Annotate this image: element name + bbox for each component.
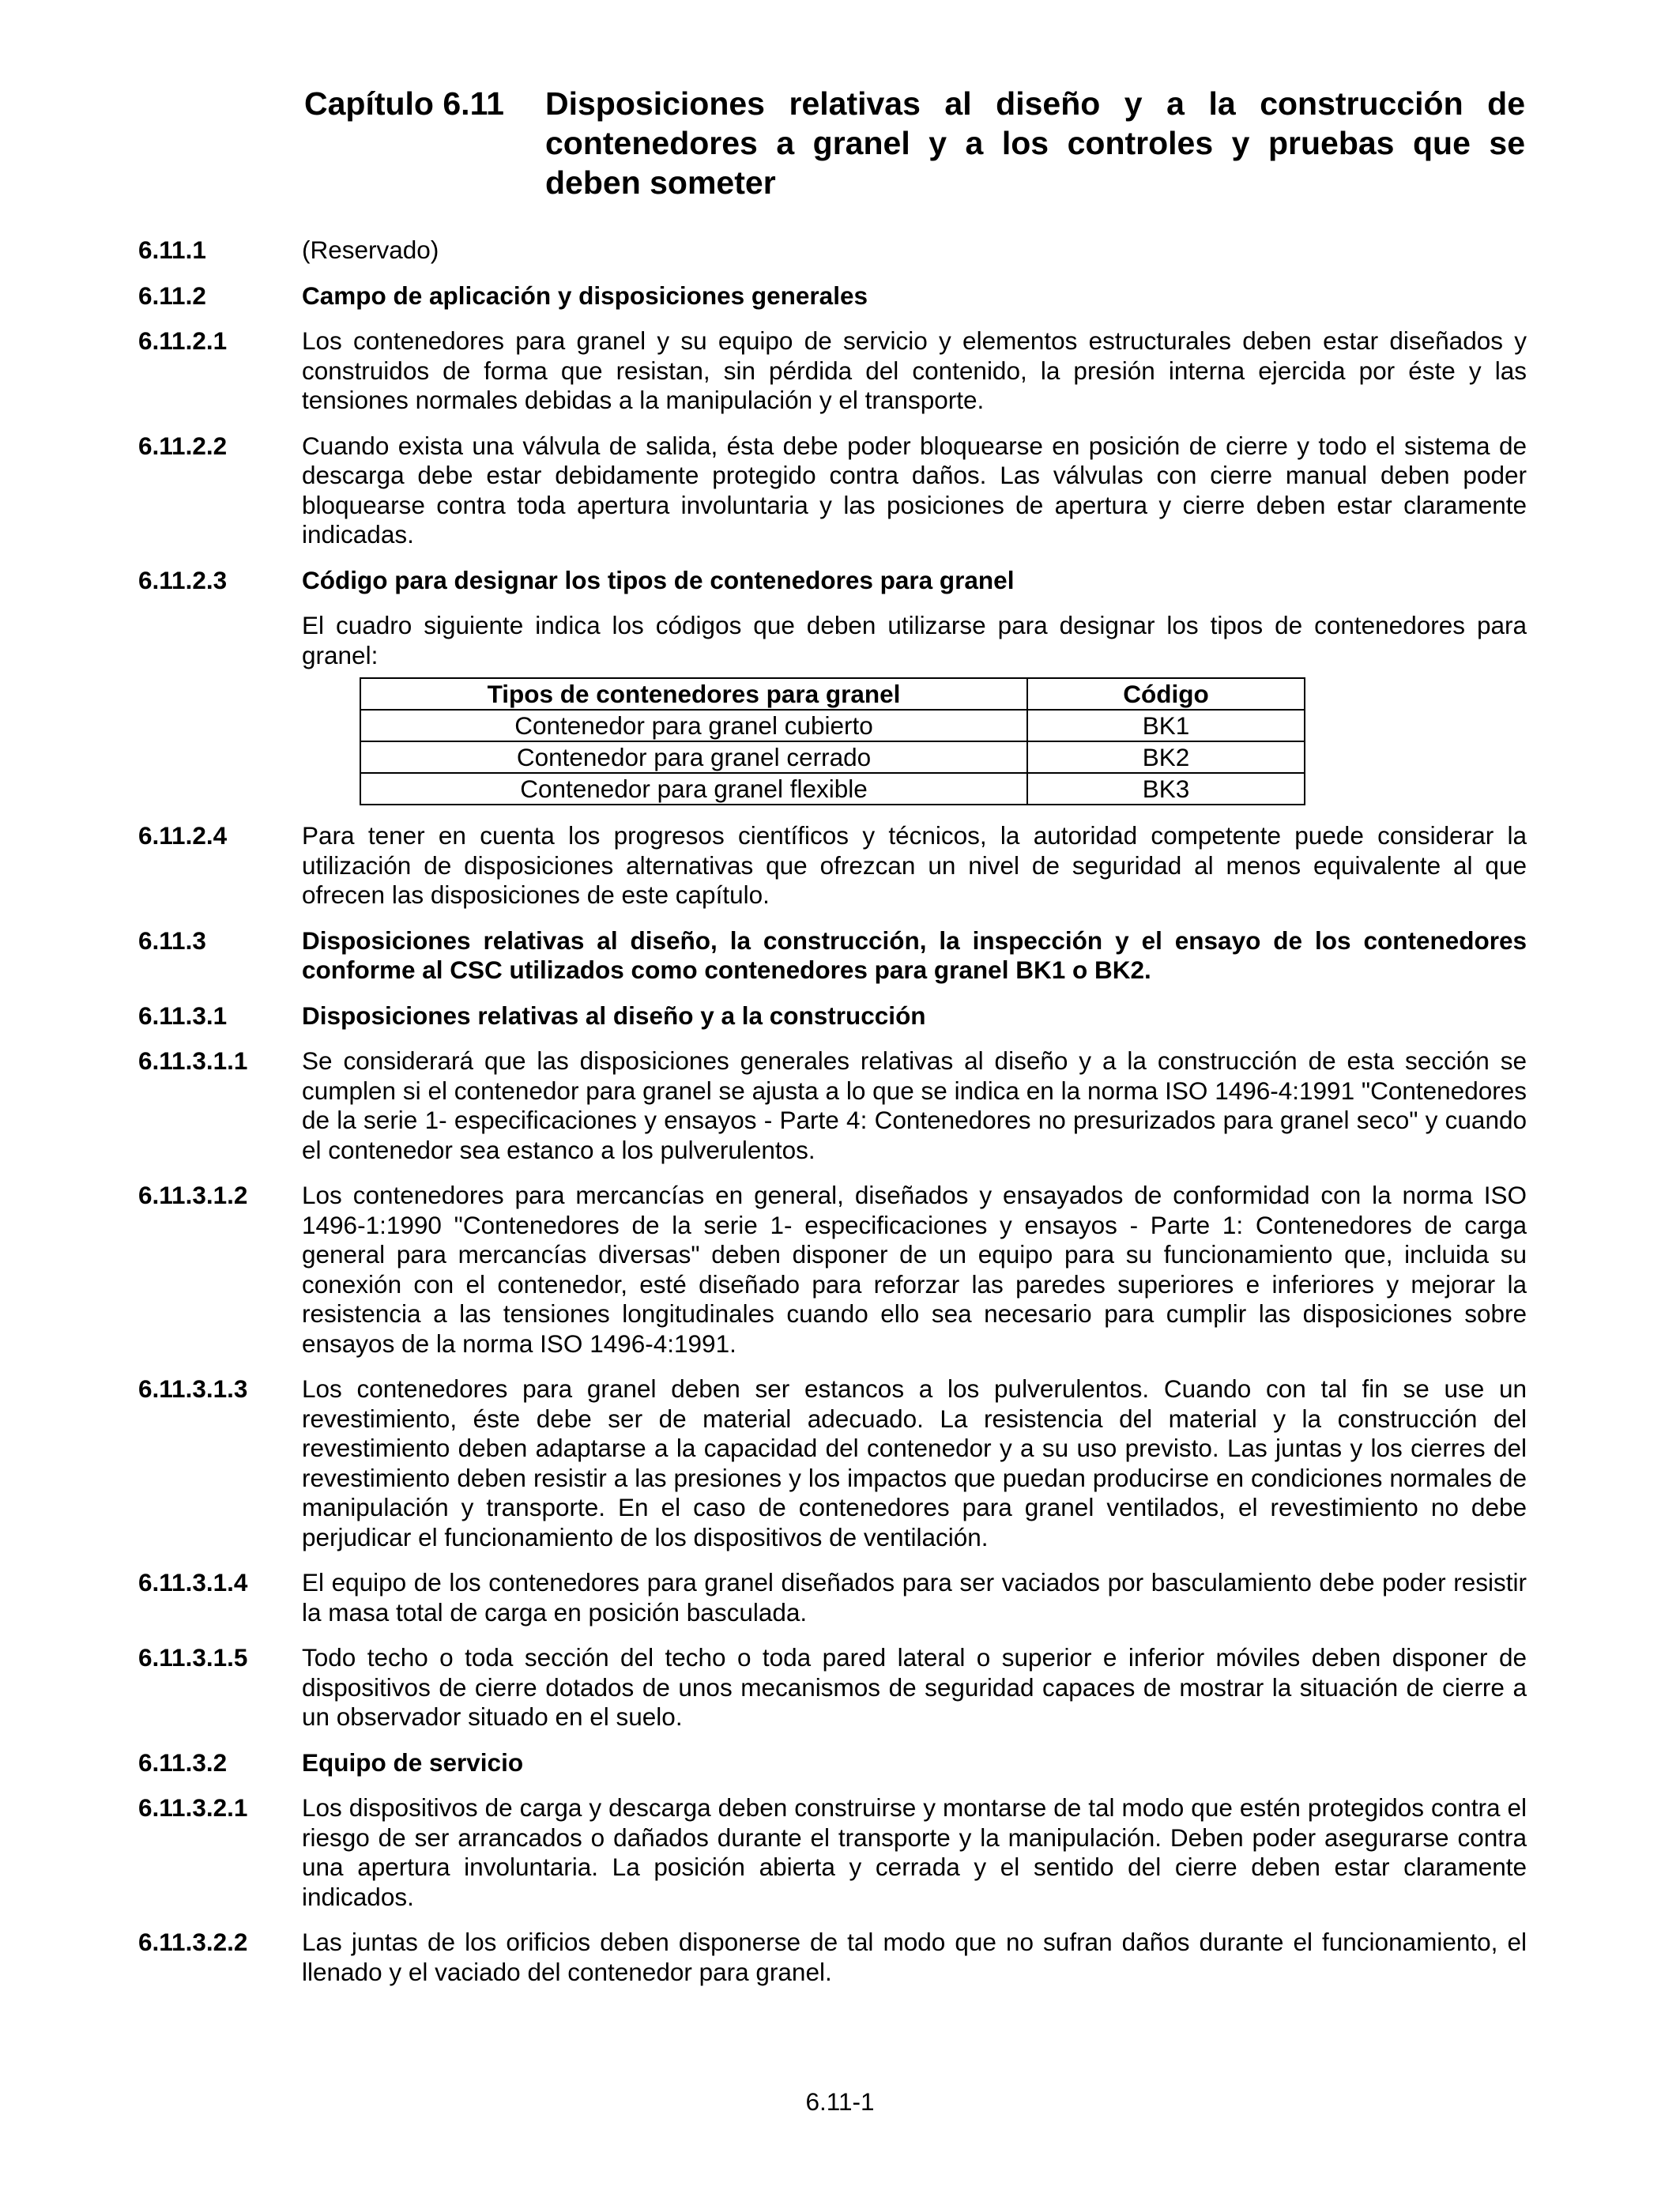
table-cell-code: BK1: [1027, 710, 1305, 741]
section-number: 6.11.1: [138, 236, 206, 264]
section-text: Los contenedores para mercancías en general, diseñados y ensayados de conformidad con la norma ISO 1496-1:1990 "Contenedores de la serie 1- especificaciones y ensayos - Parte 1: Contenedores de carga general para mercancías diversas" deben disponer de un equipo para su funcionamiento que, incluida su conexión con el contenedor, esté diseñado para reforzar las paredes superiores e inferiores y mejorar la resistencia a las tensiones longitudinales cuando ello sea necesario para cumplir las disposiciones sobre ensayos de la norma ISO 1496-4:1991.: [302, 1181, 1527, 1358]
section-6-11-2-2: [138, 432, 1527, 550]
section-text: Cuando exista una válvula de salida, ésta debe poder bloquearse en posición de cierre y todo el sistema de descarga debe estar debidamente protegido contra daños. Las válvulas con cierre manual deben poder bloquearse contra toda apertura involuntaria y las posiciones de apertura y cierre deben estar claramente indicadas.: [302, 431, 1527, 548]
section-heading: Equipo de servicio: [302, 1747, 524, 1777]
section-intro: El cuadro siguiente indica los códigos que deben utilizarse para designar los tipos de contenedores para granel:: [302, 611, 1527, 669]
section-number: 6.11.2: [138, 281, 206, 310]
container-codes-table: [360, 677, 1305, 805]
section-6-11-3-1-2: [138, 1181, 1527, 1359]
section-6-11-2-4: [138, 821, 1527, 910]
chapter-number: Capítulo 6.11: [304, 85, 504, 122]
section-text: Todo techo o toda sección del techo o toda pared lateral o superior e inferior móviles deben disponer de dispositivos de cierre dotados de unos mecanismos de seguridad capaces de mostrar la situación de cierre a un observador situado en el suelo.: [302, 1643, 1527, 1731]
page-number: 6.11-1: [805, 2087, 875, 2116]
section-6-11-3-1-3: [138, 1374, 1527, 1552]
section-number: 6.11.3.2.1: [138, 1793, 248, 1822]
section-number: 6.11.3: [138, 925, 206, 955]
section-heading: Disposiciones relativas al diseño y a la construcción: [302, 1001, 926, 1030]
table-row: [360, 710, 1305, 741]
section-number: 6.11.2.1: [138, 326, 228, 355]
table-cell-code: BK2: [1027, 741, 1305, 773]
section-6-11-3-2: [138, 1748, 1527, 1778]
table-header-row: [360, 678, 1305, 710]
table-row: [360, 773, 1305, 805]
section-6-11-3: [138, 926, 1527, 986]
section-heading: Disposiciones relativas al diseño, la construcción, la inspección y el ensayo de los contenedores conforme al CSC utilizados como contenedores para granel BK1 o BK2.: [302, 925, 1527, 984]
section-heading: Código para designar los tipos de contenedores para granel: [302, 565, 1015, 594]
section-text: El equipo de los contenedores para granel diseñados para ser vaciados por basculamiento debe poder resistir la masa total de carga en posición basculada.: [302, 1568, 1527, 1627]
table-cell-type: Contenedor para granel cubierto: [360, 710, 1027, 741]
section-number: 6.11.3.1.4: [138, 1568, 248, 1596]
section-6-11-1: [138, 236, 1527, 266]
section-number: 6.11.3.1.3: [138, 1374, 248, 1403]
section-6-11-2: [138, 281, 1527, 311]
chapter-title: Disposiciones relativas al diseño y a la construcción de contenedores a granel y a los controles y pruebas que se deben someter: [545, 85, 1525, 201]
section-6-11-3-1-1: [138, 1046, 1527, 1165]
table-cell-code: BK3: [1027, 773, 1305, 805]
section-number: 6.11.2.3: [138, 565, 228, 594]
section-text: (Reservado): [302, 236, 439, 264]
section-6-11-3-1-5: [138, 1643, 1527, 1732]
section-number: 6.11.2.4: [138, 821, 228, 850]
section-6-11-3-1-4: [138, 1568, 1527, 1627]
section-number: 6.11.3.1.5: [138, 1643, 248, 1672]
section-6-11-2-3: [138, 566, 1527, 806]
section-text: Se considerará que las disposiciones generales relativas al diseño y a la construcción de esta sección se cumplen si el contenedor para granel se ajusta a lo que se indica en la norma ISO 1496-4:1991 "Contenedores de la serie 1- especificaciones y ensayos - Parte 4: Contenedores no presurizados para granel seco" y cuando el contenedor sea estanco a los pulverulentos.: [302, 1046, 1527, 1164]
section-6-11-3-1: [138, 1001, 1527, 1031]
section-text: Los contenedores para granel y su equipo de servicio y elementos estructurales deben estar diseñados y construidos de forma que resistan, sin pérdida del contenido, la presión interna ejercida por éste y las tensiones normales debidas a la manipulación y el transporte.: [302, 326, 1527, 414]
section-text: Los contenedores para granel deben ser estancos a los pulverulentos. Cuando con tal fin se use un revestimiento, éste debe ser de material adecuado. La resistencia del material y la construcción del revestimiento deben adaptarse a la capacidad del contenedor y a su uso previsto. Las juntas y los cierres del revestimiento deben resistir a las presiones y los impactos que puedan producirse en condiciones normales de manipulación y transporte. En el caso de contenedores para granel ventilados, el revestimiento no debe perjudicar el funcionamiento de los dispositivos de ventilación.: [302, 1374, 1527, 1551]
sections: [138, 236, 1527, 2003]
table-row: [360, 741, 1305, 773]
section-number: 6.11.2.2: [138, 431, 228, 460]
section-6-11-3-2-1: [138, 1793, 1527, 1912]
section-number: 6.11.3.1.1: [138, 1046, 248, 1075]
table-header-type: Tipos de contenedores para granel: [360, 678, 1027, 710]
section-number: 6.11.3.2.2: [138, 1928, 248, 1956]
section-body: [302, 566, 1527, 806]
section-text: Para tener en cuenta los progresos científicos y técnicos, la autoridad competente puede considerar la utilización de disposiciones alternativas que ofrezcan un nivel de seguridad al menos equivalente al que ofrecen las disposiciones de este capítulo.: [302, 821, 1527, 909]
table-header-code: Código: [1027, 678, 1305, 710]
section-6-11-3-2-2: [138, 1928, 1527, 1987]
section-number: 6.11.3.1: [138, 1001, 228, 1030]
table-cell-type: Contenedor para granel cerrado: [360, 741, 1027, 773]
section-text: Las juntas de los orificios deben disponerse de tal modo que no sufran daños durante el funcionamiento, el llenado y el vaciado del contenedor para granel.: [302, 1928, 1527, 1986]
table-cell-type: Contenedor para granel flexible: [360, 773, 1027, 805]
section-6-11-2-1: [138, 326, 1527, 416]
section-number: 6.11.3.2: [138, 1747, 228, 1777]
section-text: Los dispositivos de carga y descarga deben construirse y montarse de tal modo que estén protegidos contra el riesgo de ser arrancados o dañados durante el transporte y la manipulación. Deben poder asegurarse contra una apertura involuntaria. La posición abierta y cerrada y el sentido del cierre deben estar claramente indicados.: [302, 1793, 1527, 1911]
section-heading: Campo de aplicación y disposiciones generales: [302, 281, 868, 310]
section-number: 6.11.3.1.2: [138, 1181, 248, 1209]
